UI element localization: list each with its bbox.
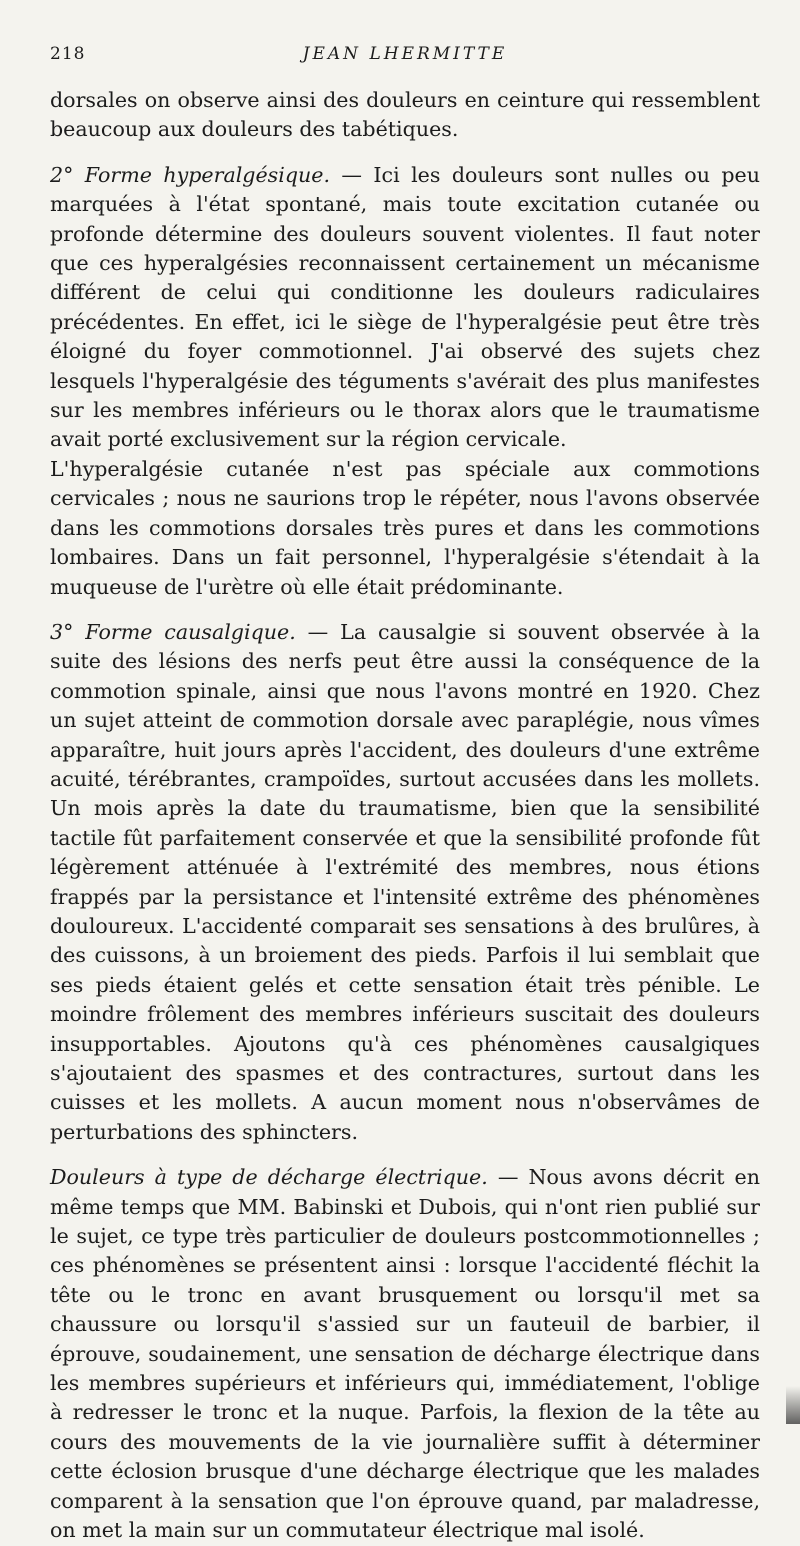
running-head: JEAN LHERMITTE bbox=[302, 44, 508, 64]
paragraph-5-text: — Nous avons décrit en même temps que MM. Babinski et Dubois, qui n'ont rien publié sur le sujet, ce type très particulier de douleurs postcommotionnelles ; ces phénomènes se présentent ainsi : lorsque l'accidenté fléchit la tête ou le tronc en avant brusquement ou lorsqu'il met sa chaussure ou lorsqu'il s'assied sur un fauteuil de barbier, il éprouve, soudainement, une sensation de décharge électrique dans les membres supérieurs et inférieurs qui, immédiatement, l'oblige à redresser le tronc et la nuque. Parfois, la flexion de la tête au cours des mouvements de la vie journalière suffit à déterminer cette éclosion brusque d'une décharge électrique que les malades comparent à la sensation que l'on éprouve quand, par maladresse, on met la main sur un commutateur électrique mal isolé. bbox=[50, 1165, 761, 1543]
section-heading-causalgique: 3° Forme causalgique. bbox=[50, 619, 296, 644]
section-heading-decharge-electrique: Douleurs à type de décharge électrique. bbox=[50, 1165, 488, 1190]
paragraph-2 bbox=[50, 161, 760, 455]
section-heading-hyperalgesique: 2° Forme hyperalgésique. bbox=[50, 162, 331, 187]
paragraph-5 bbox=[50, 1163, 760, 1545]
paragraph-2-text: — Ici les douleurs sont nulles ou peu marquées à l'état spontané, mais toute excitation cutanée ou profonde détermine des douleurs souvent violentes. Il faut noter que ces hyperalgésies reconnaissent certainement un mécanisme différent de celui qui conditionne les douleurs radiculaires précédentes. En effet, ici le siège de l'hyperalgésie peut être très éloigné du foyer commotionnel. J'ai observé des sujets chez lesquels l'hyperalgésie des téguments s'avérait des plus manifestes sur les membres inférieurs ou le thorax alors que le traumatisme avait porté exclusivement sur la région cervicale. bbox=[50, 162, 760, 452]
paragraph-4 bbox=[50, 618, 760, 1147]
page-number: 218 bbox=[50, 44, 86, 64]
paragraph-4-text: — La causalgie si souvent observée à la suite des lésions des nerfs peut être aussi la conséquence de la commotion spinale, ainsi que nous l'avons montré en 1920. Chez un sujet atteint de commotion dorsale avec paraplégie, nous vîmes apparaître, huit jours après l'accident, des douleurs d'une extrême acuité, térébrantes, crampoïdes, surtout accusées dans les mollets. Un mois après la date du traumatisme, bien que la sensibilité tactile fût parfaitement conservée et que la sensibilité profonde fût légèrement atténuée à l'extrémité des membres, nous étions frappés par la persistance et l'intensité extrême des phénomènes douloureux. L'accidenté comparait ses sensations à des brulûres, à des cuissons, à un broiement des pieds. Parfois il lui semblait que ses pieds étaient gelés et cette sensation était très pénible. Le moindre frôlement des membres inférieurs suscitait des douleurs insupportables. Ajoutons qu'à ces phénomènes causalgiques s'ajoutaient des spasmes et des contractures, surtout dans les cuisses et les mollets. A aucun moment nous n'observâmes de perturbations des sphincters. bbox=[50, 619, 760, 1144]
scan-edge-shadow bbox=[786, 1386, 800, 1424]
paragraph-1-text: dorsales on observe ainsi des douleurs en ceinture qui ressemblent beaucoup aux douleurs des tabétiques. bbox=[50, 88, 760, 142]
page-header bbox=[50, 44, 760, 68]
paragraph-1 bbox=[50, 86, 760, 145]
paragraph-3-text: L'hyperalgésie cutanée n'est pas spéciale aux commotions cervicales ; nous ne saurions trop le répéter, nous l'avons observée dans les commotions dorsales très pures et dans les commotions lombaires. Dans un fait personnel, l'hyperalgésie s'étendait à la muqueuse de l'urètre où elle était prédominante. bbox=[50, 456, 760, 599]
paragraph-3 bbox=[50, 455, 760, 602]
body-text bbox=[50, 86, 760, 1546]
